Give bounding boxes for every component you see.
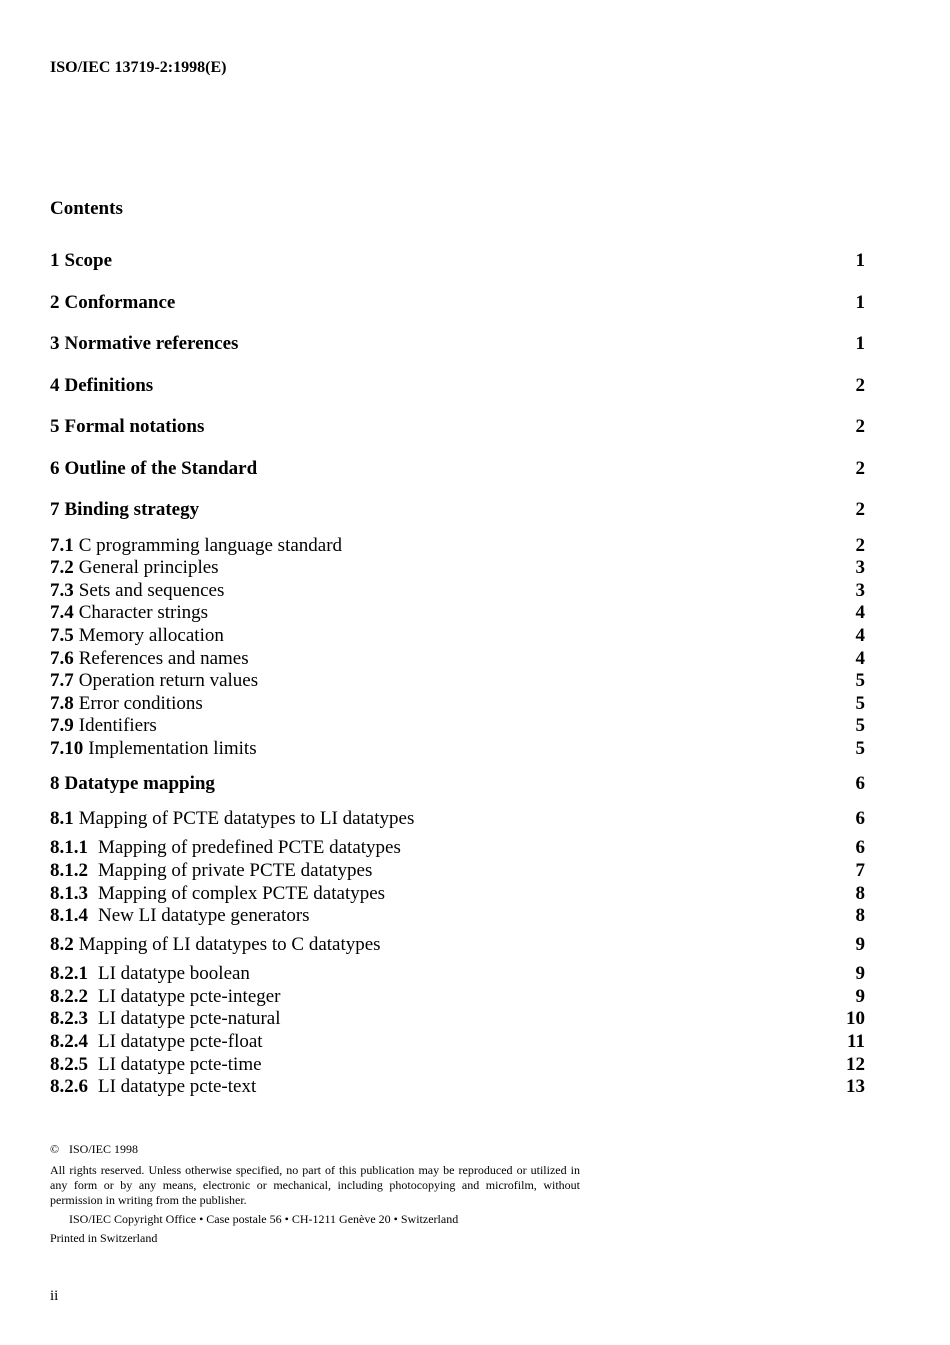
toc-entry	[50, 772, 865, 795]
toc-entry-number: 7.2	[50, 557, 74, 578]
toc-entry-page: 6	[855, 773, 865, 794]
toc-entry-label: New LI datatype generators	[98, 905, 310, 926]
toc-entry-title	[50, 933, 381, 956]
toc-entry-label: Sets and sequences	[78, 580, 225, 601]
toc-entry-label: Memory allocation	[78, 625, 224, 646]
toc-entry-title	[50, 669, 258, 692]
toc-entry-label: Mapping of private PCTE datatypes	[98, 860, 373, 881]
toc-entry-number: 8	[50, 773, 60, 794]
toc-entry-title	[50, 291, 175, 314]
toc-entry-page: 2	[855, 416, 865, 437]
toc-entry-number: 7.9	[50, 715, 74, 736]
toc-entry-label: Definitions	[64, 375, 154, 396]
toc-entry	[50, 534, 865, 557]
toc-entry	[50, 669, 865, 692]
toc-entry-label: LI datatype pcte-time	[98, 1054, 262, 1075]
toc-entry	[50, 692, 865, 715]
toc-entry-title	[50, 962, 250, 985]
toc-entry-number: 8.2.5	[50, 1054, 88, 1075]
copyright-line	[50, 1142, 580, 1157]
toc-entry-title	[50, 807, 414, 830]
toc-entry-title	[50, 601, 208, 624]
toc-entry-number: 8.2	[50, 934, 74, 955]
toc-entry-number: 8.2.2	[50, 986, 88, 1007]
toc-entry-number: 8.2.4	[50, 1031, 88, 1052]
toc-entry-title	[50, 1007, 281, 1030]
toc-entry-label: Error conditions	[78, 693, 203, 714]
toc-entry	[50, 882, 865, 905]
toc-entry-title	[50, 836, 401, 859]
toc-entry-label: Character strings	[78, 602, 209, 623]
toc-entry-page: 4	[855, 602, 865, 623]
toc-entry-label: Conformance	[64, 292, 176, 313]
toc-entry-label: Scope	[64, 250, 112, 271]
toc-entry-label: LI datatype pcte-natural	[98, 1008, 281, 1029]
toc-entry-title	[50, 859, 372, 882]
toc-entry-label: Mapping of complex PCTE datatypes	[98, 883, 386, 904]
toc-entry-title	[50, 457, 257, 480]
toc-entry-title	[50, 579, 224, 602]
toc-entry-page: 9	[855, 963, 865, 984]
toc-entry-title	[50, 692, 203, 715]
toc-entry	[50, 985, 865, 1008]
toc-entry	[50, 374, 865, 397]
toc-entry-title	[50, 415, 204, 438]
toc-entry-title	[50, 534, 342, 557]
toc-entry-number: 7.10	[50, 738, 84, 759]
copyright-symbol: ©	[50, 1142, 60, 1156]
toc-entry-label: Normative references	[64, 333, 239, 354]
toc-entry-label: LI datatype boolean	[98, 963, 250, 984]
toc-entry-page: 3	[855, 557, 865, 578]
toc-entry-label: General principles	[78, 557, 219, 578]
toc-entry	[50, 332, 865, 355]
toc-entry-number: 8.1.4	[50, 905, 88, 926]
toc-entry-title	[50, 374, 153, 397]
toc-entry-title	[50, 624, 224, 647]
toc-entry	[50, 415, 865, 438]
toc-entry-page: 1	[855, 333, 865, 354]
contents-title: Contents	[50, 198, 123, 219]
toc-entry	[50, 836, 865, 859]
toc-entry	[50, 1053, 865, 1076]
toc-entry-number: 5	[50, 416, 60, 437]
toc-entry-number: 7.7	[50, 670, 74, 691]
toc-entry-number: 8.1.2	[50, 860, 88, 881]
toc-entry-label: References and names	[78, 648, 249, 669]
toc-entry-number: 8.1	[50, 808, 74, 829]
printed-in-statement: Printed in Switzerland	[50, 1231, 158, 1245]
toc-entry-label: Outline of the Standard	[64, 458, 258, 479]
toc-entry-number: 8.2.6	[50, 1076, 88, 1097]
toc-entry-label: Formal notations	[64, 416, 205, 437]
toc-entry-number: 8.1.3	[50, 883, 88, 904]
toc-entry-number: 6	[50, 458, 60, 479]
toc-entry-label: Implementation limits	[88, 738, 257, 759]
toc-entry-number: 4	[50, 375, 60, 396]
toc-entry-page: 2	[855, 458, 865, 479]
toc-entry-title	[50, 647, 249, 670]
toc-entry	[50, 249, 865, 272]
toc-entry-title	[50, 249, 112, 272]
toc-entry-number: 7.3	[50, 580, 74, 601]
toc-entry-page: 2	[855, 499, 865, 520]
toc-entry-page: 6	[855, 808, 865, 829]
toc-entry-label: LI datatype pcte-float	[98, 1031, 263, 1052]
toc-entry-title	[50, 498, 199, 521]
copyright-block	[50, 1142, 580, 1246]
toc-entry-label: LI datatype pcte-integer	[98, 986, 281, 1007]
toc-entry-title	[50, 904, 310, 927]
toc-entry	[50, 498, 865, 521]
toc-entry-title	[50, 714, 157, 737]
rights-statement: All rights reserved. Unless otherwise specified, no part of this publication may be reproduced or utilized in any form or by any means, electronic or mechanical, including photocopying and microfilm, without permission in writing from the publisher.	[50, 1163, 580, 1207]
toc-entry-label: LI datatype pcte-text	[98, 1076, 257, 1097]
toc-entry-page: 12	[846, 1054, 865, 1075]
toc-entry-number: 8.2.3	[50, 1008, 88, 1029]
toc-entry-number: 7.1	[50, 535, 74, 556]
copyright-office-address: ISO/IEC Copyright Office • Case postale 56 • CH-1211 Genève 20 • Switzerland	[69, 1212, 459, 1226]
toc-entry	[50, 624, 865, 647]
toc-entry-label: Mapping of predefined PCTE datatypes	[98, 837, 401, 858]
toc-entry-page: 9	[855, 934, 865, 955]
toc-entry-page: 5	[855, 693, 865, 714]
toc-entry	[50, 962, 865, 985]
toc-entry-number: 3	[50, 333, 60, 354]
toc-entry-number: 8.2.1	[50, 963, 88, 984]
toc-entry-page: 2	[855, 535, 865, 556]
toc-entry-title	[50, 1075, 256, 1098]
toc-entry-title	[50, 985, 281, 1008]
toc-entry-number: 7.6	[50, 648, 74, 669]
toc-entry	[50, 1030, 865, 1053]
toc-entry-title	[50, 737, 257, 760]
toc-entry-page: 8	[855, 905, 865, 926]
toc-entry-number: 7	[50, 499, 60, 520]
toc-entry	[50, 579, 865, 602]
toc-entry-page: 13	[846, 1076, 865, 1097]
toc-entry	[50, 647, 865, 670]
toc-entry-page: 4	[855, 625, 865, 646]
toc-entry-page: 11	[847, 1031, 865, 1052]
copyright-holder: ISO/IEC 1998	[69, 1142, 138, 1156]
toc-entry-page: 1	[855, 250, 865, 271]
toc-entry	[50, 1075, 865, 1098]
toc-entry-title	[50, 556, 219, 579]
toc-entry-title	[50, 882, 385, 905]
toc-entry	[50, 1007, 865, 1030]
toc-entry	[50, 904, 865, 927]
toc-entry-number: 7.4	[50, 602, 74, 623]
toc-entry	[50, 601, 865, 624]
toc-entry-page: 1	[855, 292, 865, 313]
toc-entry-label: Mapping of LI datatypes to C datatypes	[78, 934, 381, 955]
toc-entry-number: 1	[50, 250, 60, 271]
toc-entry	[50, 807, 865, 830]
toc-entry-page: 9	[855, 986, 865, 1007]
page-number: ii	[50, 1288, 59, 1304]
toc-entry-title	[50, 1053, 262, 1076]
toc-entry	[50, 457, 865, 480]
toc-entry-label: Identifiers	[78, 715, 157, 736]
toc-entry-label: Operation return values	[78, 670, 259, 691]
toc-entry-label: Mapping of PCTE datatypes to LI datatypes	[78, 808, 415, 829]
toc-entry-label: Datatype mapping	[64, 773, 215, 794]
toc-entry-label: Binding strategy	[64, 499, 200, 520]
toc-entry	[50, 933, 865, 956]
toc-entry-page: 3	[855, 580, 865, 601]
toc-entry-page: 2	[855, 375, 865, 396]
toc-entry-page: 10	[846, 1008, 865, 1029]
toc-entry	[50, 291, 865, 314]
toc-entry	[50, 859, 865, 882]
toc-entry-page: 4	[855, 648, 865, 669]
toc-entry	[50, 556, 865, 579]
document-id-header: ISO/IEC 13719-2:1998(E)	[50, 59, 227, 76]
toc-entry-title	[50, 332, 238, 355]
toc-entry-number: 8.1.1	[50, 837, 88, 858]
toc-entry-page: 6	[855, 837, 865, 858]
toc-entry-number: 7.8	[50, 693, 74, 714]
toc-entry-page: 7	[855, 860, 865, 881]
toc-entry-number: 7.5	[50, 625, 74, 646]
toc-entry-page: 5	[855, 738, 865, 759]
toc-entry-page: 8	[855, 883, 865, 904]
toc-entry-label: C programming language standard	[78, 535, 343, 556]
toc-entry	[50, 737, 865, 760]
toc-entry-page: 5	[855, 670, 865, 691]
toc-entry-title	[50, 772, 215, 795]
toc-entry-title	[50, 1030, 263, 1053]
toc-entry-number: 2	[50, 292, 60, 313]
toc-entry	[50, 714, 865, 737]
toc-entry-page: 5	[855, 715, 865, 736]
